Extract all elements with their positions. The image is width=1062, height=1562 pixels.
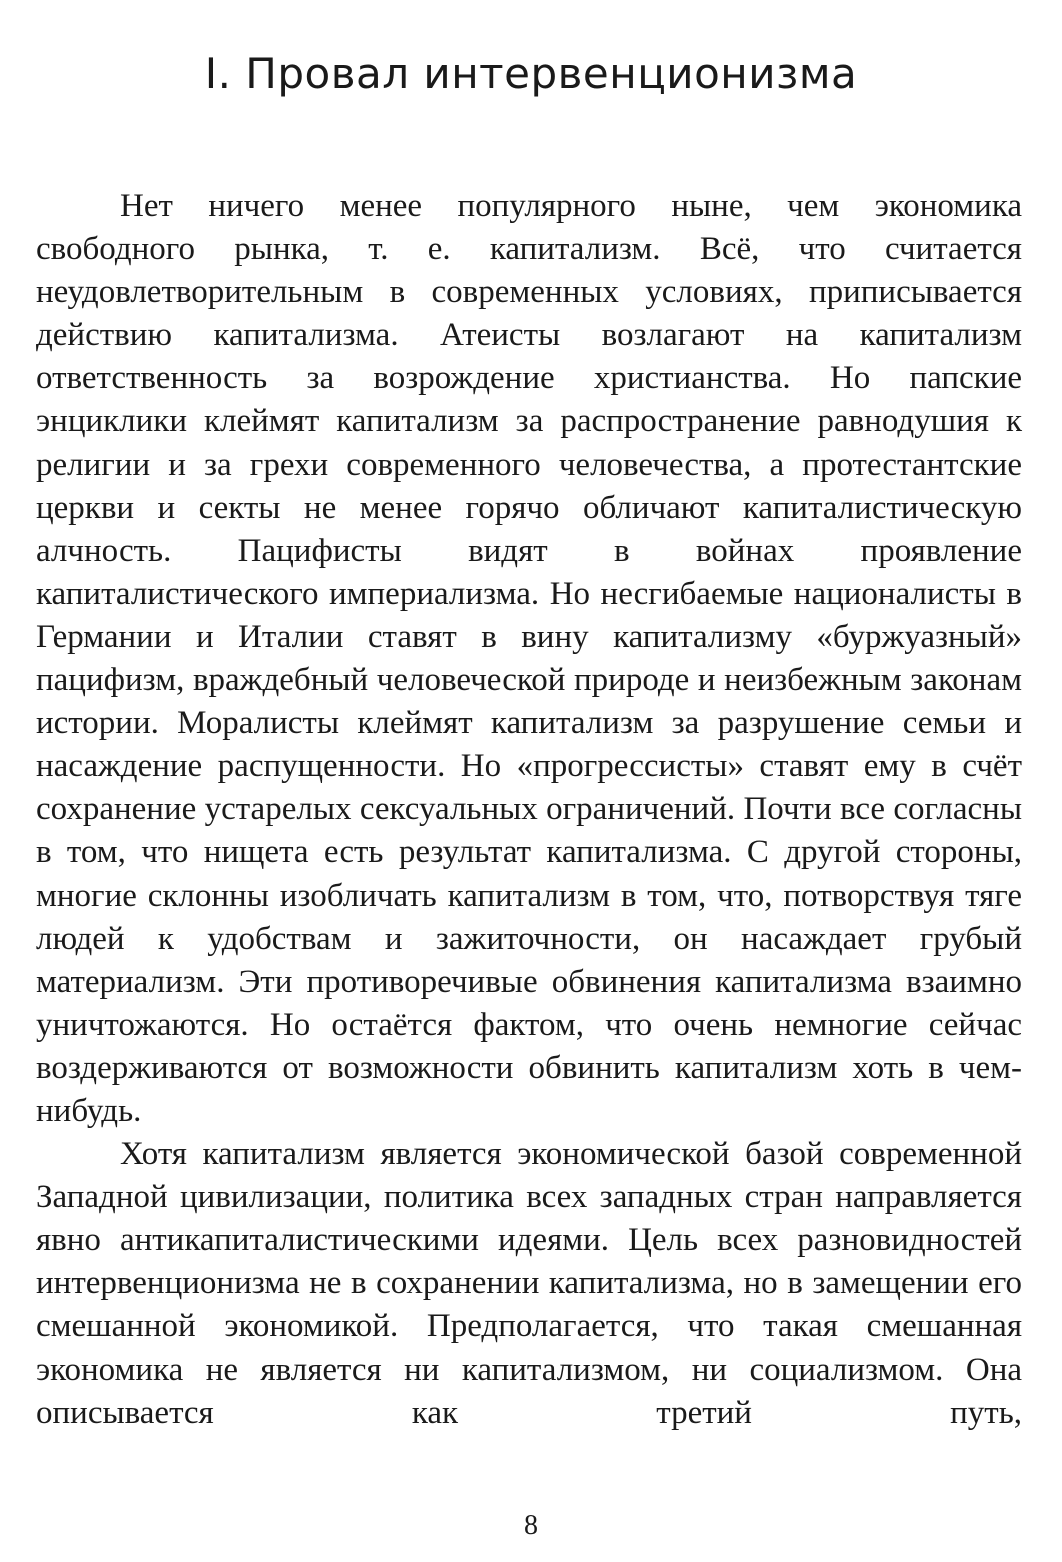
paragraph-2: Хотя капитализм является экономической базой современной Западной цивилизации, политика всех западных стран направляется явно антикапиталистическими идеями. Цель всех разновидностей интервенционизма не в сохранении капитализма, но в замещении его смешанной экономикой. Предполагается, что такая смешанная экономика не является ни капитализмом, ни социализмом. Она описывается как третий путь, <box>36 1136 1022 1431</box>
page-number: 8 <box>524 1510 538 1541</box>
paragraph-1: Нет ничего менее популярного ныне, чем экономика свободного рынка, т. е. капитализм. Всё, что считается неудовлетворительным в современных условиях, приписывается действию капитализма. Атеисты возлагают на капитализм ответственность за возрождение христианства. Но папские энциклики клеймят капитализм за распространение равнодушия к религии и за грехи современного человечества, а протестантские церкви и секты не менее горячо обличают капиталистическую алчность. Пацифисты видят в войнах проявление капиталистического империализма. Но несгибаемые националисты в Германии и Италии ставят в вину капитализму «буржуазный» пацифизм, враждебный человеческой природе и неизбежным законам истории. Моралисты клеймят капитализм за разрушение семьи и насаждение распущенности. Но «прогрессисты» ставят ему в счёт сохранение устарелых сексуальных ограничений. Почти все согласны в том, что нищета есть результат капитализма. С другой стороны, многие склонны изобличать капитализм в том, что, потворствуя тяге людей к удобствам и зажиточности, он насаждает грубый материализм. Эти противоречивые обвинения капитализма взаимно уничтожаются. Но остаётся фактом, что очень немногие сейчас воздерживаются от возможности обвинить капитализм хоть в чем-нибудь. <box>36 188 1022 1129</box>
chapter-title: I. Провал интервенционизма <box>204 49 858 98</box>
body-text <box>36 185 1022 1435</box>
